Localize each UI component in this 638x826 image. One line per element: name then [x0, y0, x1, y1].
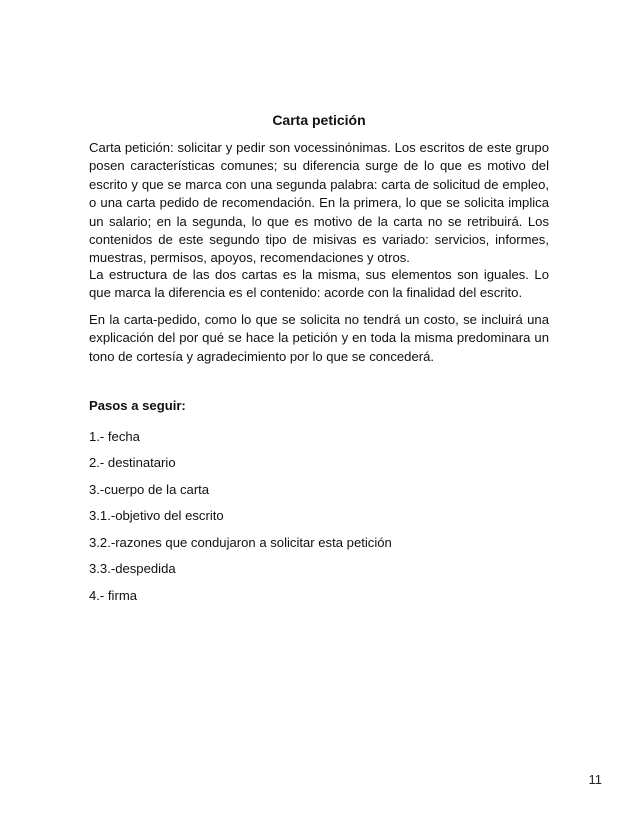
paragraph-definition: Carta petición: solicitar y pedir son vocessinónimas. Los escritos de este grupo posen características comunes; su diferencia surge de lo que es motivo del escrito y que se marca con una segunda palabra: carta de solicitud de empleo, o una carta pedido de recomendación. En la primera, lo que se solicita implica un salario; en la segunda, lo que es motivo de la carta no se retribuirá. Los contenidos de este segundo tipo de misivas es variado: servicios, informes, muestras, permisos, apoyos, recomendaciones y otros. — [89, 140, 549, 266]
steps-heading: Pasos a seguir: — [89, 398, 186, 413]
step-item: 3.-cuerpo de la carta — [89, 482, 210, 497]
step-item: 3.3.-despedida — [89, 561, 176, 576]
step-item: 1.- fecha — [89, 429, 140, 444]
step-item: 3.1.-objetivo del escrito — [89, 508, 224, 523]
step-item: 2.- destinatario — [89, 455, 176, 470]
paragraph-structure: La estructura de las dos cartas es la misma, sus elementos son iguales. Lo que marca la diferencia es el contenido: acorde con la finalidad del escrito. — [89, 267, 549, 301]
page-number: 11 — [588, 772, 602, 787]
paragraph-carta-pedido: En la carta-pedido, como lo que se solicita no tendrá un costo, se incluirá una explicación del por qué se hace la petición y en toda la misma predominara un tono de cortesía y agradecimiento por lo que se concederá. — [89, 312, 549, 364]
step-item: 4.- firma — [89, 588, 138, 603]
page-title: Carta petición — [272, 112, 366, 128]
step-item: 3.2.-razones que condujaron a solicitar esta petición — [89, 535, 392, 550]
